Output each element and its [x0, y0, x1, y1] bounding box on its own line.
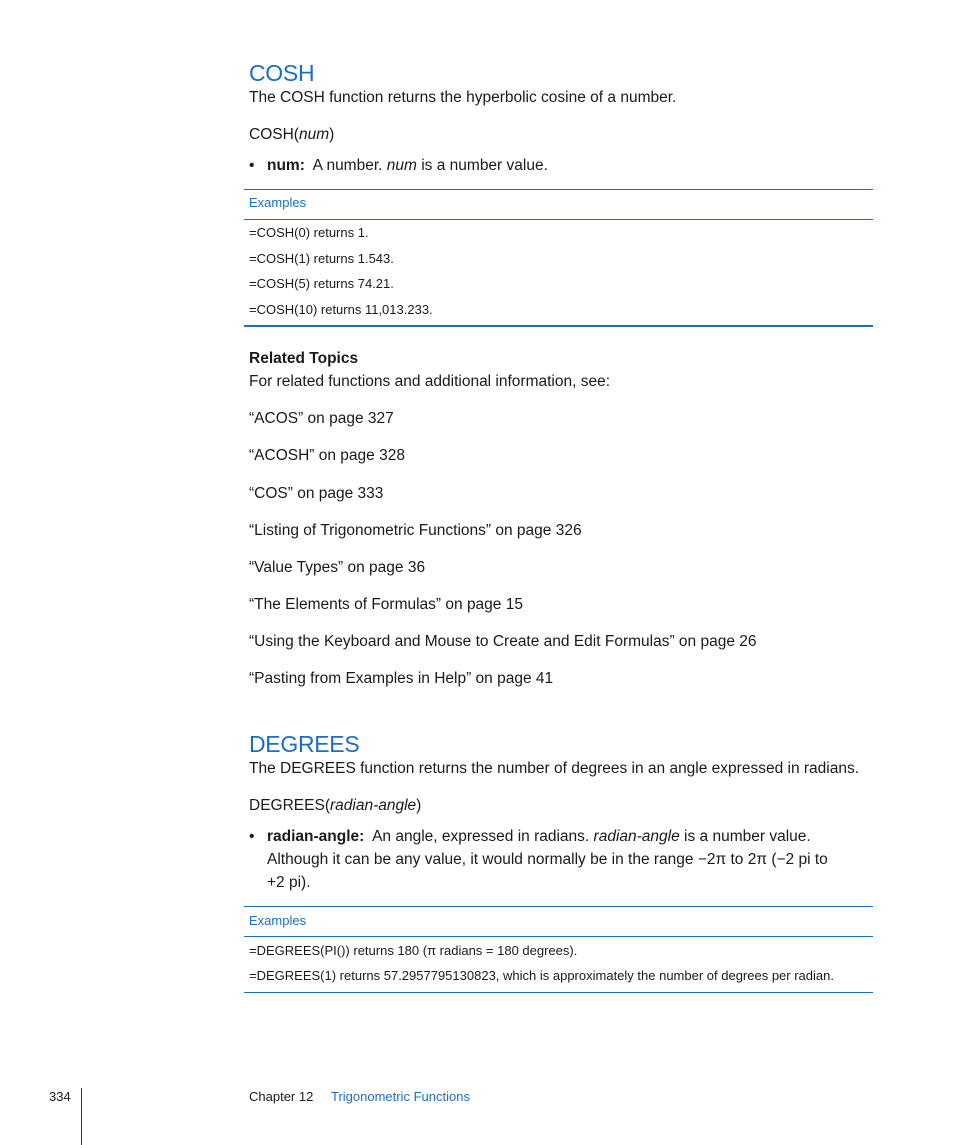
- degrees-arg-rest: is a number value.: [684, 828, 811, 845]
- cosh-example-row: =COSH(5) returns 74.21.: [249, 276, 394, 291]
- degrees-example-row: =DEGREES(PI()) returns 180 (π radians = 180 degrees).: [249, 943, 578, 958]
- degrees-syntax-name: DEGREES: [249, 797, 325, 814]
- degrees-syntax-arg: radian-angle: [329, 797, 417, 814]
- chapter-label: Chapter 12: [249, 1089, 314, 1104]
- cosh-examples-header: Examples: [249, 195, 307, 210]
- cosh-syntax: COSH(num): [249, 126, 335, 143]
- degrees-examples-top-rule: [244, 906, 873, 907]
- degrees-arg-name: radian-angle:: [267, 828, 365, 845]
- cosh-example-row: =COSH(1) returns 1.543.: [249, 251, 394, 266]
- degrees-examples-header-rule: [244, 936, 873, 937]
- cosh-arg-italic: num: [386, 157, 417, 174]
- cosh-title: COSH: [249, 60, 315, 86]
- degrees-description: The DEGREES function returns the number of degrees in an angle expressed in radians.: [249, 760, 860, 777]
- bullet-dot: •: [249, 157, 255, 174]
- footer-divider: [81, 1088, 82, 1145]
- related-link[interactable]: “ACOSH” on page 328: [249, 447, 405, 464]
- degrees-argument-item: [249, 825, 873, 895]
- cosh-argument-item: [249, 154, 869, 177]
- degrees-examples-header: Examples: [249, 913, 307, 928]
- cosh-arg-rest: is a number value.: [421, 157, 548, 174]
- cosh-example-row: =COSH(10) returns 11,013.233.: [249, 302, 433, 317]
- degrees-syntax: DEGREES(radian-angle): [249, 797, 422, 814]
- cosh-arg-name: num:: [267, 157, 305, 174]
- related-link[interactable]: “Pasting from Examples in Help” on page 41: [249, 670, 554, 687]
- cosh-syntax-name: COSH: [249, 126, 294, 143]
- degrees-example-row: =DEGREES(1) returns 57.2957795130823, which is approximately the number of degrees per radian.: [249, 968, 834, 983]
- related-link[interactable]: “COS” on page 333: [249, 485, 384, 502]
- cosh-examples-header-rule: [244, 219, 873, 220]
- degrees-arg-desc: An angle, expressed in radians.: [372, 828, 590, 845]
- chapter-title-link[interactable]: Trigonometric Functions: [331, 1089, 470, 1104]
- related-link[interactable]: “Listing of Trigonometric Functions” on page 326: [249, 522, 582, 539]
- degrees-examples-bottom-rule: [244, 992, 873, 993]
- related-link[interactable]: “The Elements of Formulas” on page 15: [249, 596, 523, 613]
- cosh-examples-bottom-rule: [244, 325, 873, 327]
- related-topics-heading: Related Topics: [249, 350, 359, 367]
- degrees-arg-italic: radian-angle: [593, 828, 680, 845]
- degrees-title: DEGREES: [249, 731, 360, 757]
- related-topics-intro: For related functions and additional information, see:: [249, 373, 611, 390]
- related-link[interactable]: “Value Types” on page 36: [249, 559, 426, 576]
- related-link[interactable]: “Using the Keyboard and Mouse to Create and Edit Formulas” on page 26: [249, 633, 757, 650]
- cosh-syntax-arg: num: [298, 126, 330, 143]
- cosh-description: The COSH function returns the hyperbolic cosine of a number.: [249, 89, 677, 106]
- cosh-examples-top-rule: [244, 189, 873, 190]
- related-link[interactable]: “ACOS” on page 327: [249, 410, 394, 427]
- cosh-arg-desc: A number.: [312, 157, 383, 174]
- bullet-dot: •: [249, 828, 255, 845]
- degrees-arg-line2: Although it can be any value, it would normally be in the range −2π to 2π (−2 pi to: [267, 851, 828, 868]
- page-number: 334: [49, 1089, 71, 1104]
- cosh-example-row: =COSH(0) returns 1.: [249, 225, 369, 240]
- degrees-arg-line3: +2 pi).: [267, 874, 311, 891]
